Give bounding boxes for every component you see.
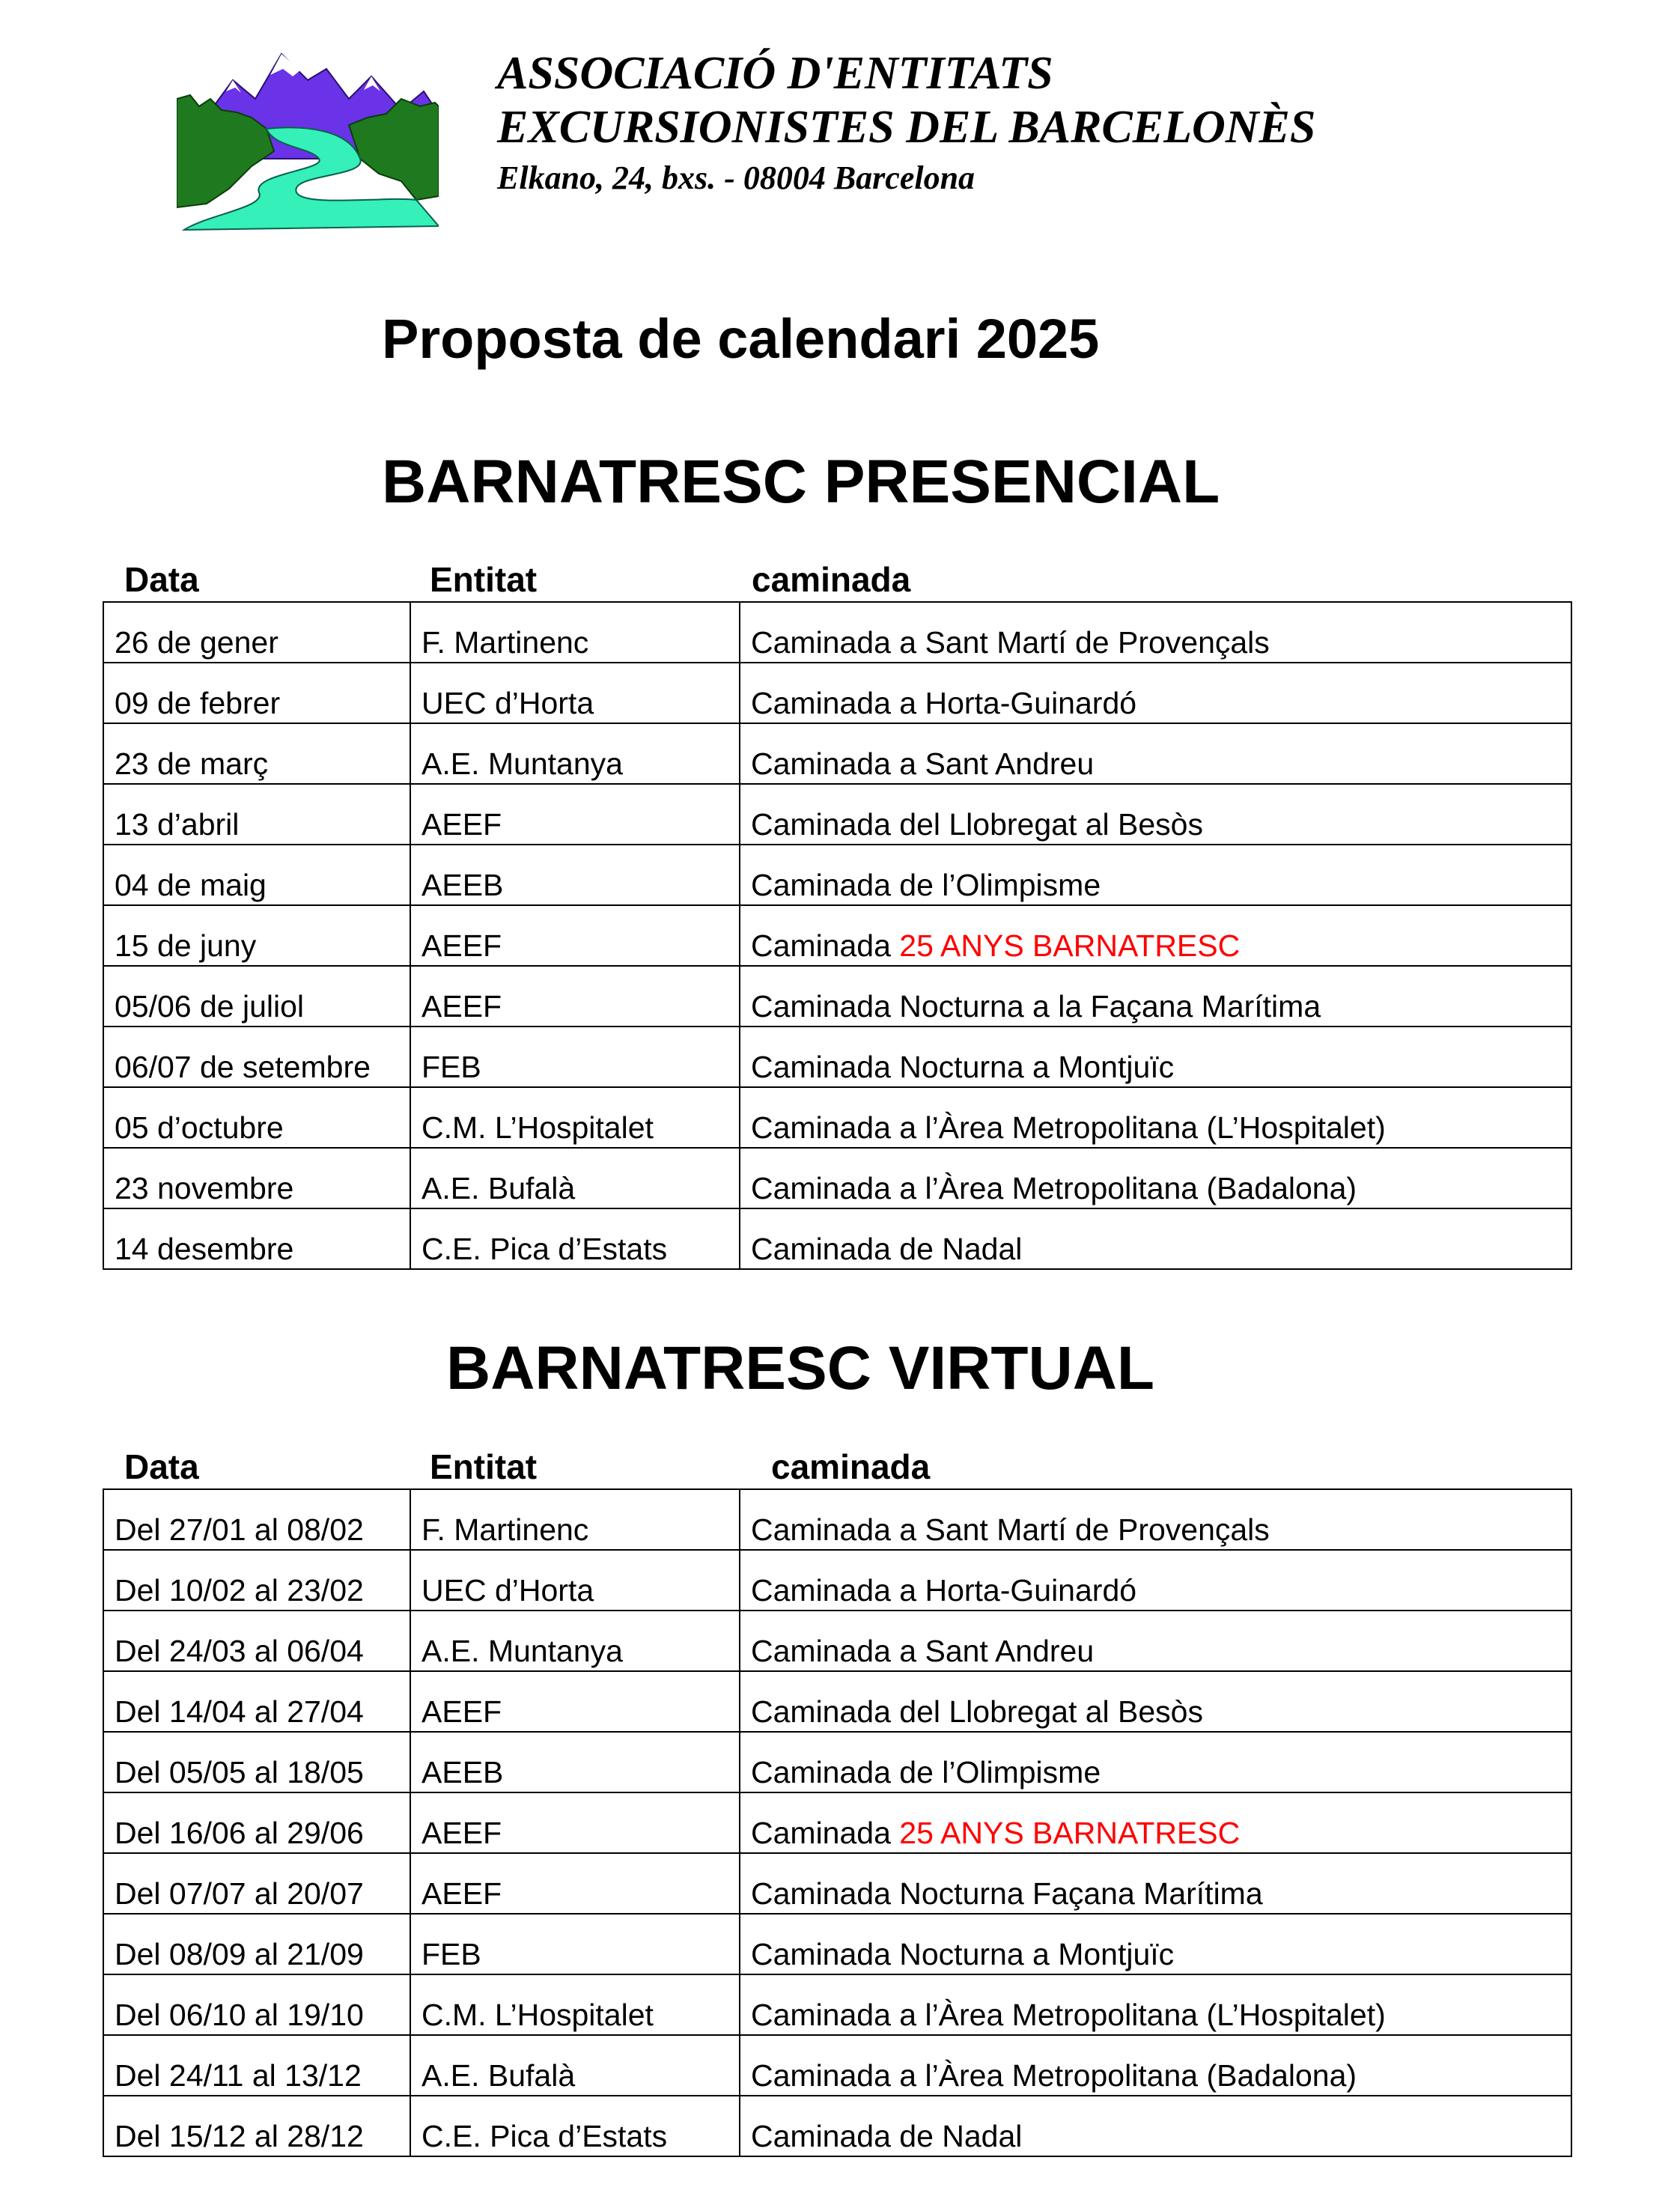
walk-cell <box>740 2035 1571 2096</box>
section-title-presencial: BARNATRESC PRESENCIAL <box>382 448 1220 516</box>
walk-cell <box>740 1550 1571 1611</box>
walk-cell <box>740 1732 1571 1792</box>
presencial-table <box>103 601 1572 1270</box>
entity-cell: FEB <box>410 1027 740 1087</box>
walk-highlight-text: 25 ANYS BARNATRESC <box>899 1816 1241 1850</box>
date-cell: 05 d’octubre <box>103 1087 410 1148</box>
walk-text: Caminada a Horta-Guinardó <box>751 686 1137 720</box>
table-row <box>103 1087 1571 1148</box>
column-header-date: Data <box>124 1447 199 1486</box>
entity-cell: UEC d’Horta <box>410 663 740 723</box>
table-row <box>103 1732 1571 1792</box>
walk-cell <box>740 1208 1571 1269</box>
walk-cell <box>740 784 1571 845</box>
table-row <box>103 602 1571 663</box>
organization-name-line2: EXCURSIONISTES DEL BARCELONÈS <box>497 102 1316 153</box>
walk-text: Caminada a Sant Martí de Provençals <box>751 625 1270 660</box>
walk-cell <box>740 1914 1571 1974</box>
entity-cell: FEB <box>410 1914 740 1974</box>
walk-cell <box>740 1489 1571 1550</box>
date-cell: Del 27/01 al 08/02 <box>103 1489 410 1550</box>
entity-cell: A.E. Bufalà <box>410 2035 740 2096</box>
date-cell: 06/07 de setembre <box>103 1027 410 1087</box>
walk-cell <box>740 1087 1571 1148</box>
column-header-entity: Entitat <box>430 560 538 599</box>
entity-cell: C.M. L’Hospitalet <box>410 1087 740 1148</box>
date-cell: 26 de gener <box>103 602 410 663</box>
date-cell: Del 24/11 al 13/12 <box>103 2035 410 2096</box>
table-row <box>103 2096 1571 2156</box>
date-cell: 13 d’abril <box>103 784 410 845</box>
entity-cell: C.M. L’Hospitalet <box>410 1974 740 2035</box>
entity-cell: AEEB <box>410 845 740 905</box>
date-cell: 23 de març <box>103 723 410 784</box>
date-cell: 23 novembre <box>103 1148 410 1208</box>
entity-cell: F. Martinenc <box>410 1489 740 1550</box>
table-row <box>103 1792 1571 1853</box>
date-cell: Del 16/06 al 29/06 <box>103 1792 410 1853</box>
walk-text: Caminada a Sant Andreu <box>751 1634 1095 1668</box>
date-cell: 05/06 de juliol <box>103 966 410 1027</box>
date-cell: Del 24/03 al 06/04 <box>103 1611 410 1671</box>
table-row <box>103 966 1571 1027</box>
walk-cell <box>740 602 1571 663</box>
entity-cell: AEEF <box>410 905 740 966</box>
entity-cell: AEEF <box>410 966 740 1027</box>
entity-cell: UEC d’Horta <box>410 1550 740 1611</box>
walk-text: Caminada Nocturna a la Façana Marítima <box>751 989 1321 1024</box>
date-cell: Del 08/09 al 21/09 <box>103 1914 410 1974</box>
table-row <box>103 1914 1571 1974</box>
walk-text: Caminada del Llobregat al Besòs <box>751 807 1203 842</box>
date-cell: Del 14/04 al 27/04 <box>103 1671 410 1732</box>
walk-cell <box>740 1027 1571 1087</box>
walk-cell <box>740 1974 1571 2035</box>
table-row <box>103 1671 1571 1732</box>
column-header-walk: caminada <box>771 1447 931 1486</box>
document-title: Proposta de calendari 2025 <box>382 308 1100 370</box>
walk-text: Caminada a l’Àrea Metropolitana (Badalona) <box>751 1171 1357 1205</box>
virtual-table <box>103 1488 1572 2157</box>
walk-cell <box>740 1671 1571 1732</box>
table-row <box>103 1148 1571 1208</box>
table-row <box>103 784 1571 845</box>
walk-text: Caminada a Horta-Guinardó <box>751 1573 1137 1608</box>
walk-cell <box>740 1148 1571 1208</box>
walk-text: Caminada Nocturna a Montjuïc <box>751 1937 1175 1971</box>
walk-cell <box>740 723 1571 784</box>
entity-cell: AEEF <box>410 1853 740 1914</box>
table-row <box>103 1027 1571 1087</box>
table-row <box>103 723 1571 784</box>
walk-text: Caminada <box>751 928 900 963</box>
walk-cell <box>740 1853 1571 1914</box>
table-row <box>103 1853 1571 1914</box>
date-cell: 04 de maig <box>103 845 410 905</box>
table-row <box>103 2035 1571 2096</box>
table-row <box>103 845 1571 905</box>
walk-cell <box>740 1611 1571 1671</box>
table-row <box>103 1489 1571 1550</box>
walk-text: Caminada a Sant Andreu <box>751 746 1095 781</box>
walk-cell <box>740 905 1571 966</box>
association-logo <box>177 46 439 234</box>
walk-cell <box>740 845 1571 905</box>
table-row <box>103 1611 1571 1671</box>
walk-text: Caminada a l’Àrea Metropolitana (L’Hospitalet) <box>751 1998 1386 2032</box>
walk-cell <box>740 2096 1571 2156</box>
table-row <box>103 1208 1571 1269</box>
table-row <box>103 1550 1571 1611</box>
walk-text: Caminada a Sant Martí de Provençals <box>751 1512 1270 1547</box>
entity-cell: C.E. Pica d’Estats <box>410 1208 740 1269</box>
entity-cell: F. Martinenc <box>410 602 740 663</box>
date-cell: Del 05/05 al 18/05 <box>103 1732 410 1792</box>
walk-text: Caminada Nocturna a Montjuïc <box>751 1050 1175 1084</box>
date-cell: Del 06/10 al 19/10 <box>103 1974 410 2035</box>
walk-text: Caminada del Llobregat al Besòs <box>751 1694 1203 1729</box>
walk-cell <box>740 1792 1571 1853</box>
walk-cell <box>740 663 1571 723</box>
date-cell: 09 de febrer <box>103 663 410 723</box>
table-row <box>103 905 1571 966</box>
entity-cell: AEEB <box>410 1732 740 1792</box>
walk-text: Caminada a l’Àrea Metropolitana (Badalona) <box>751 2058 1357 2093</box>
walk-text: Caminada de Nadal <box>751 1232 1023 1266</box>
walk-text: Caminada de l’Olimpisme <box>751 1755 1101 1789</box>
entity-cell: A.E. Muntanya <box>410 723 740 784</box>
entity-cell: AEEF <box>410 784 740 845</box>
walk-text: Caminada de Nadal <box>751 2119 1023 2153</box>
column-header-entity: Entitat <box>430 1447 538 1486</box>
organization-address: Elkano, 24, bxs. - 08004 Barcelona <box>497 159 976 196</box>
table-row <box>103 1974 1571 2035</box>
entity-cell: AEEF <box>410 1792 740 1853</box>
column-header-walk: caminada <box>752 560 911 599</box>
organization-header <box>497 46 1315 199</box>
walk-highlight-text: 25 ANYS BARNATRESC <box>899 928 1241 963</box>
entity-cell: AEEF <box>410 1671 740 1732</box>
table-row <box>103 663 1571 723</box>
column-header-date: Data <box>124 560 199 599</box>
date-cell: Del 10/02 al 23/02 <box>103 1550 410 1611</box>
date-cell: Del 07/07 al 20/07 <box>103 1853 410 1914</box>
date-cell: 14 desembre <box>103 1208 410 1269</box>
organization-name-line1: ASSOCIACIÓ D'ENTITATS <box>497 48 1053 99</box>
walk-text: Caminada Nocturna Façana Marítima <box>751 1876 1263 1911</box>
walk-cell <box>740 966 1571 1027</box>
walk-text: Caminada <box>751 1816 900 1850</box>
entity-cell: A.E. Muntanya <box>410 1611 740 1671</box>
walk-text: Caminada a l’Àrea Metropolitana (L’Hospitalet) <box>751 1110 1386 1145</box>
entity-cell: C.E. Pica d’Estats <box>410 2096 740 2156</box>
entity-cell: A.E. Bufalà <box>410 1148 740 1208</box>
section-title-virtual: BARNATRESC VIRTUAL <box>446 1334 1155 1402</box>
date-cell: Del 15/12 al 28/12 <box>103 2096 410 2156</box>
walk-text: Caminada de l’Olimpisme <box>751 868 1101 902</box>
date-cell: 15 de juny <box>103 905 410 966</box>
